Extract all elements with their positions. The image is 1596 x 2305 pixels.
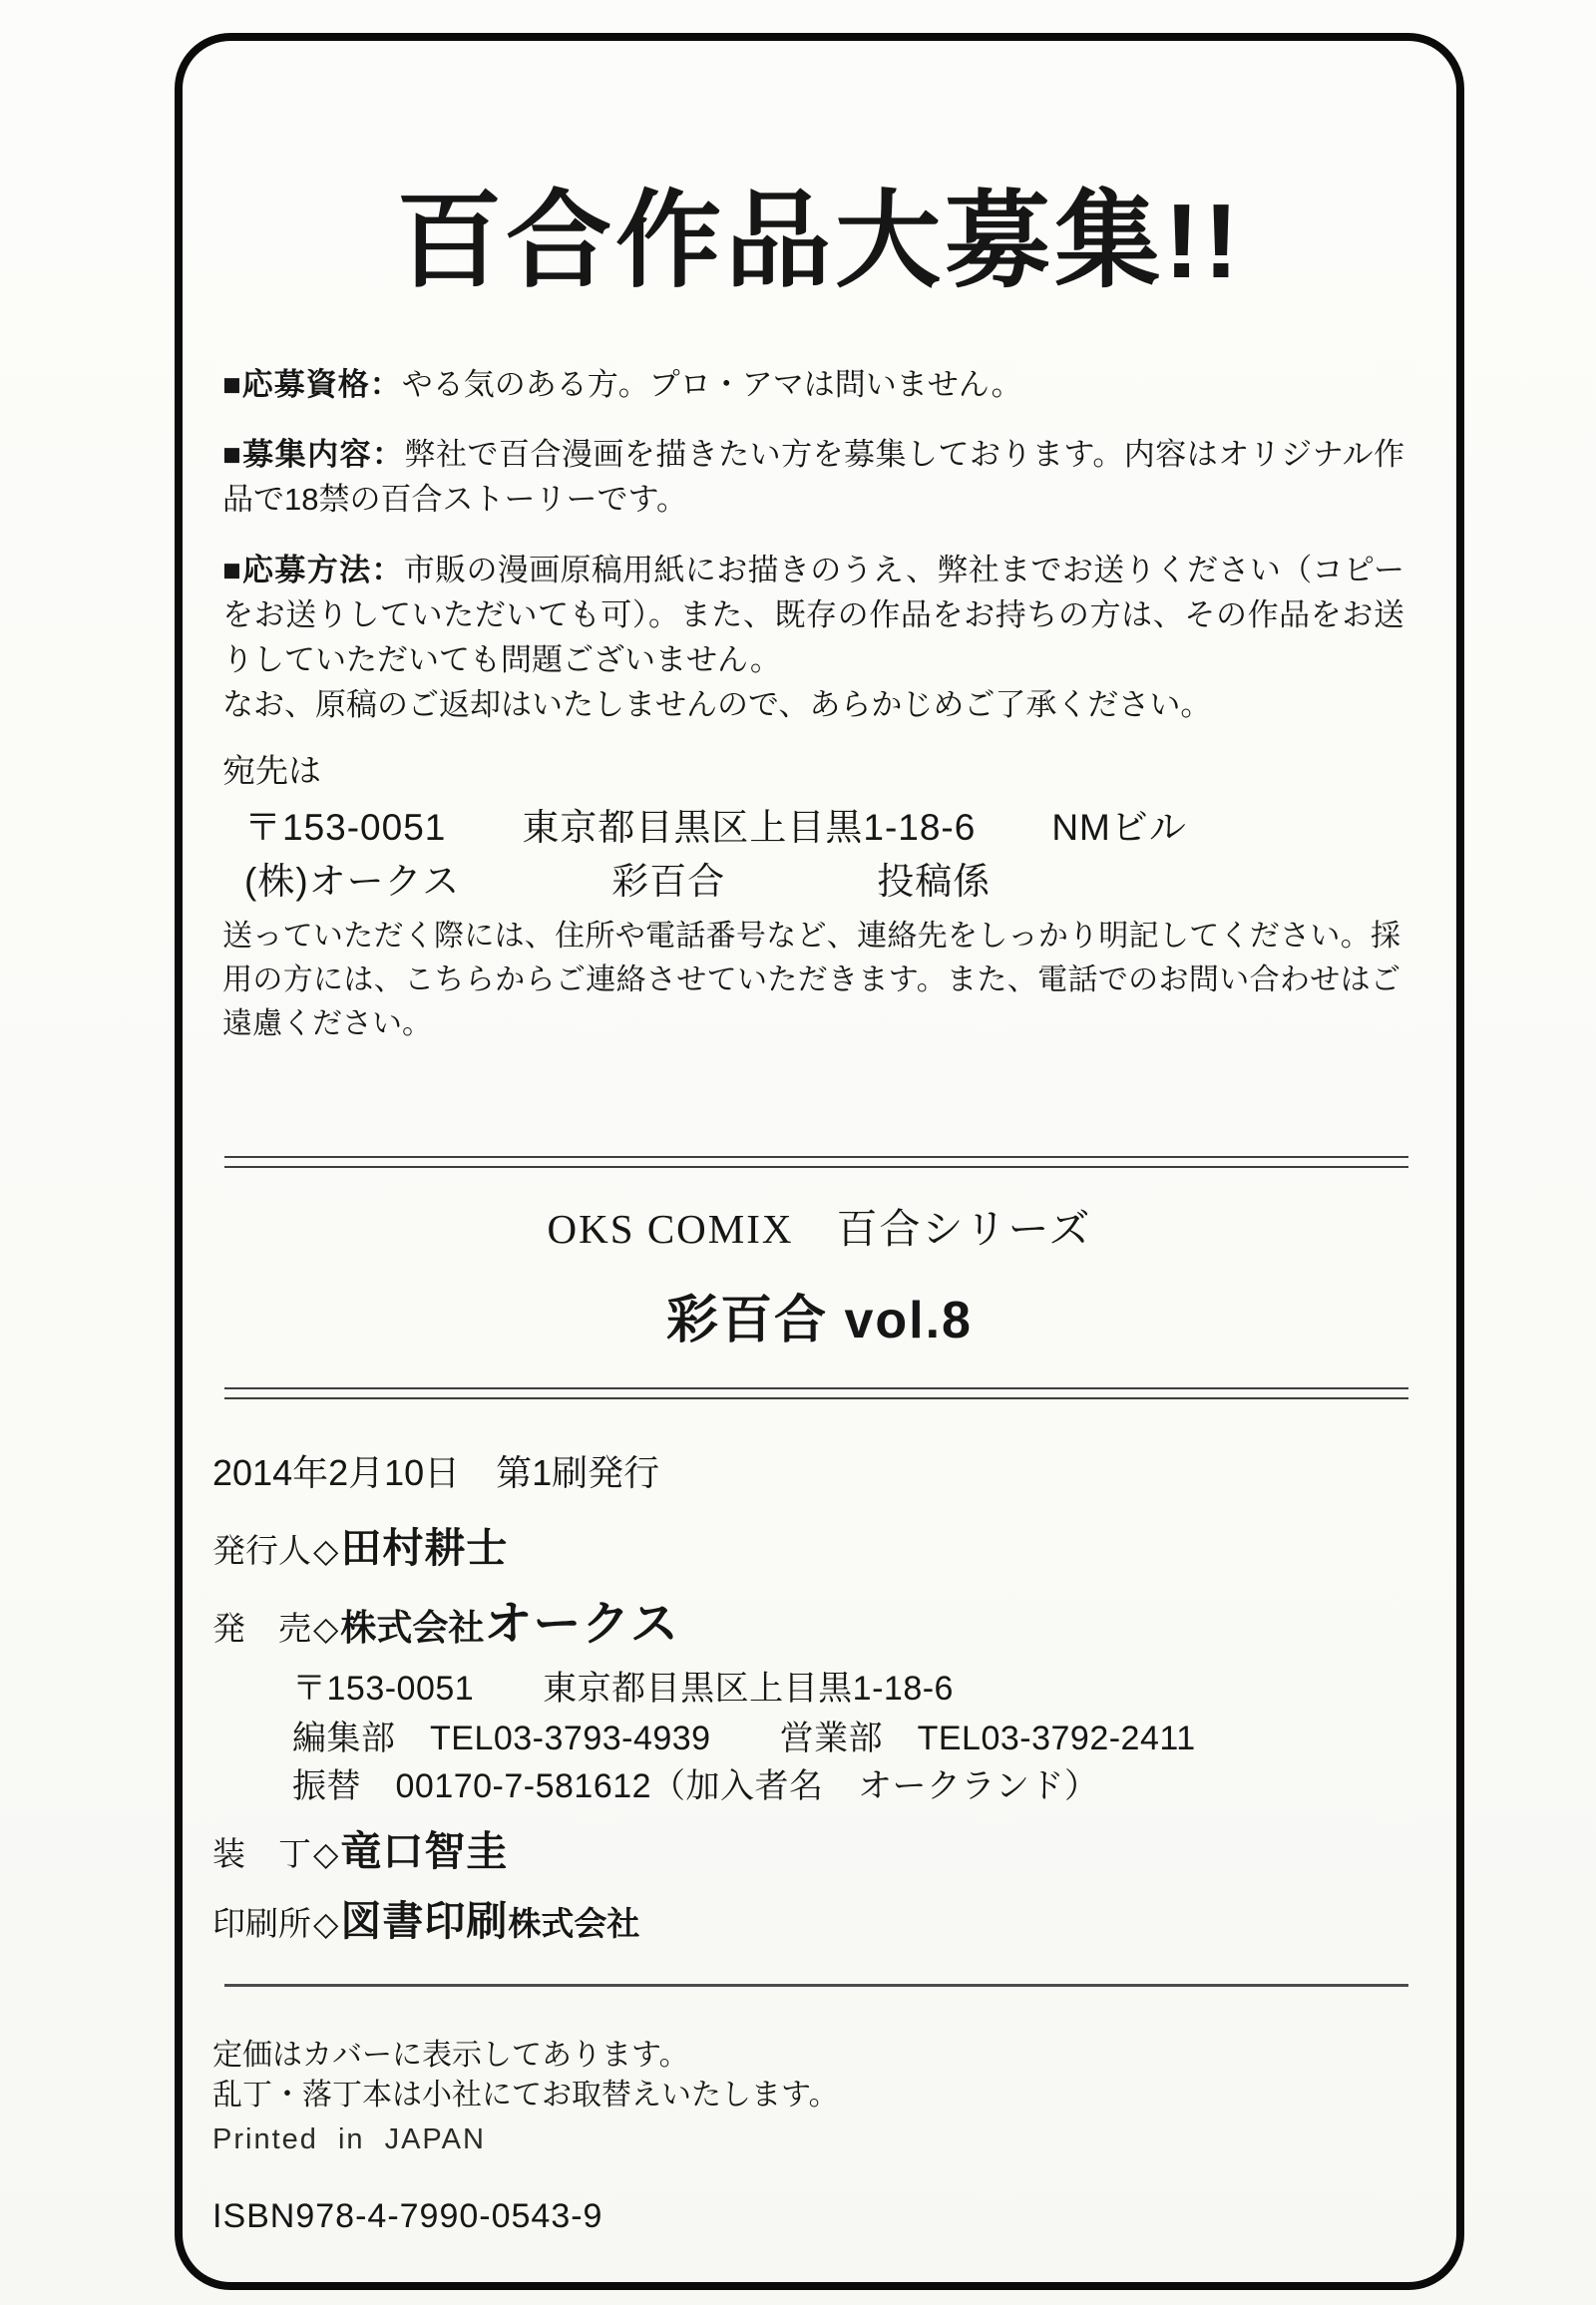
seller-role: 発 売 [212,1610,311,1647]
printer-line [212,1888,639,1947]
top-double-rule [224,1156,1408,1168]
publisher-line [212,1515,508,1574]
qualification-text: やる気のある方。プロ・アマは問いません。 [401,367,1022,402]
seller-address: 〒153-0051 東京都目黒区上目黒1-18-6 [292,1670,954,1708]
volume-title: 彩百合 vol.8 [666,1292,973,1349]
printer-name: 図書印刷 [340,1898,509,1944]
seller-telephone: 編集部 TEL03-3793-4939 営業部 TEL03-3792-2411 [292,1720,1196,1757]
seller-diamond-icon: ◇ [313,1610,339,1647]
method-paragraph [222,548,1404,727]
qualification-paragraph [222,362,1404,407]
submission-notice: 送っていただく際には、住所や電話番号など、連絡先をしっかり明記してください。採用の方には、こちらからご連絡させていただきます。また、電話でのお問い合わせはご遠慮ください。 [222,920,1400,1040]
publisher-name: 田村耕士 [340,1525,509,1571]
printer-role: 印刷所 [212,1905,311,1942]
design-diamond-icon: ◇ [313,1835,339,1872]
qualification-label: ■応募資格： [222,367,402,402]
design-name: 竜口智圭 [340,1828,509,1874]
price-note: 定価はカバーに表示してあります。 [212,2039,689,2072]
print-date: 2014年2月10日 第1刷発行 [212,1452,660,1493]
page-border [175,33,1464,2290]
design-line [212,1818,508,1877]
seller-company-prefix: 株式会社 [340,1607,485,1648]
method-note: なお、原稿のご返却はいたしませんので、あらかじめご了承ください。 [222,687,1212,722]
publisher-diamond-icon: ◇ [313,1532,339,1569]
submission-address-line2: (株)オークス 彩百合 投稿係 [244,861,992,902]
design-role: 装 丁 [212,1835,311,1872]
printer-suffix: 株式会社 [508,1905,640,1942]
seller-postal-transfer: 振替 00170-7-581612（加入者名 オークランド） [292,1767,1099,1805]
printer-diamond-icon: ◇ [313,1905,339,1942]
isbn-number: ISBN978-4-7990-0543-9 [212,2197,603,2235]
seller-line [212,1585,679,1654]
submission-address-line1: 〒153-0051 東京都目黒区上目黒1-18-6 NMビル [244,807,1187,848]
recruitment-title: 百合作品大募集!! [396,183,1243,300]
method-label: ■応募方法： [222,553,404,587]
seller-company-name: オークス [484,1598,679,1651]
footer-rule [224,1984,1408,1987]
address-heading: 宛先は [222,752,321,789]
method-text: 市販の漫画原稿用紙にお描きのうえ、弊社までお送りください（コピーをお送りしていただいても可）。また、既存の作品をお持ちの方は、その作品をお送りしていただいても問題ございません。 [222,553,1404,677]
content-label: ■募集内容： [222,437,405,472]
series-label: OKS COMIX 百合シリーズ [547,1206,1092,1252]
content-text: 弊社で百合漫画を描きたい方を募集しております。内容はオリジナル作品で18禁の百合ストーリーです。 [222,437,1404,517]
bottom-double-rule [224,1387,1408,1399]
printed-in-japan: Printed in JAPAN [212,2123,486,2155]
defect-note: 乱丁・落丁本は小社にてお取替えいたします。 [212,2079,839,2112]
content-paragraph [222,432,1404,522]
publisher-role: 発行人 [212,1532,311,1569]
